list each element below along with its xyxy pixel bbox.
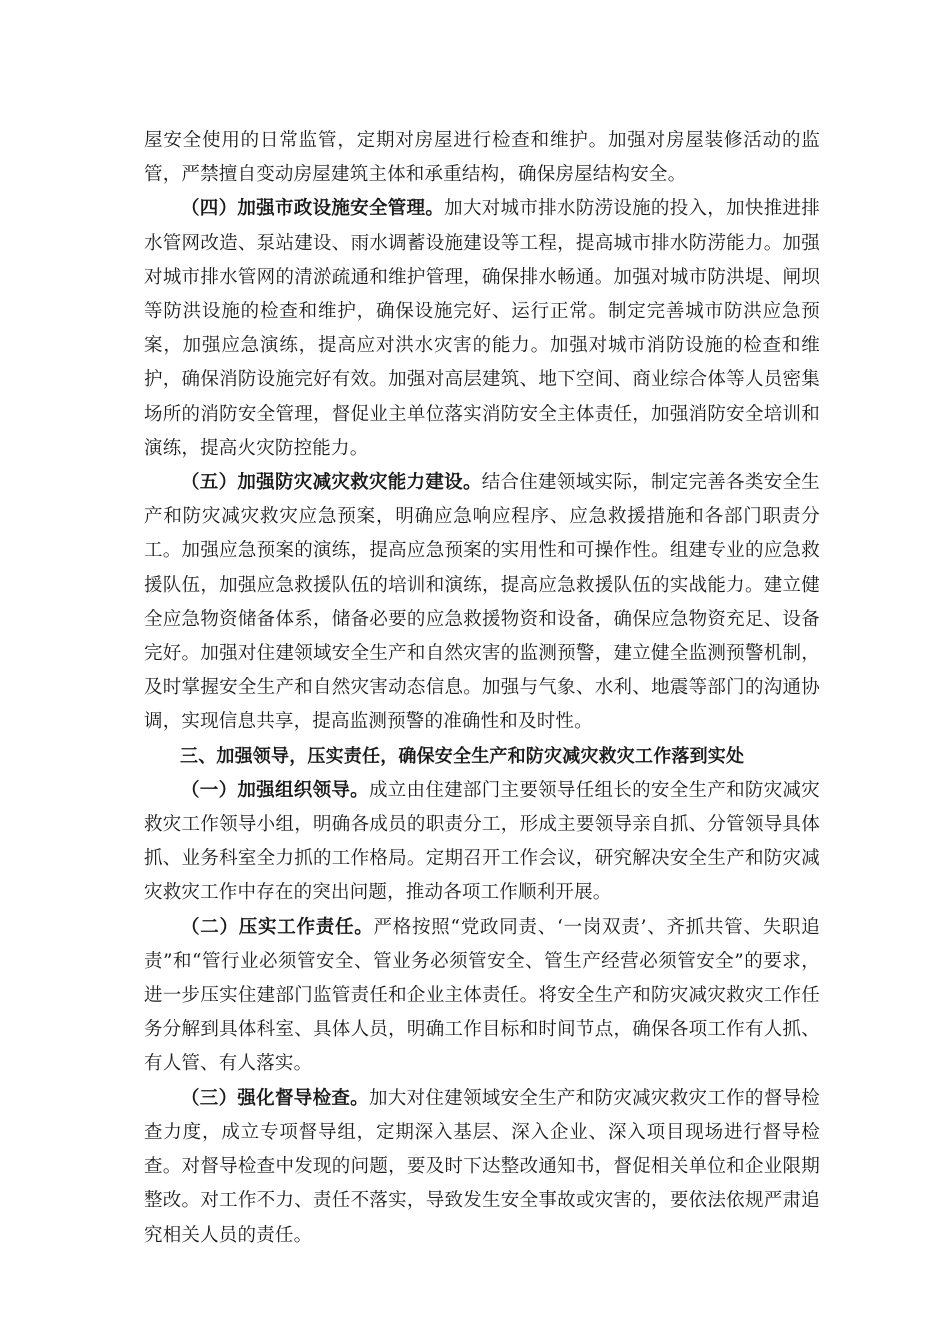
- paragraph-organization-leadership: [144, 774, 820, 911]
- paragraph-text: 加大对住建领域安全生产和防灾减灾救灾工作的督导检查力度，成立专项督导组，定期深入基层、深入企业、深入项目现场进行督导检查。对督导检查中发现的问题，要及时下达整改通知书，督促相关单位和企业限期整改。对工作不力、责任不落实，导致发生安全事故或灾害的，要依法依规严肃追究相关人员的责任。: [144, 1087, 820, 1246]
- paragraph-text: 严格按照“党政同责、‘一岗双责’、齐抓共管、失职追责”和“管行业必须管安全、管业务必须管安全、管生产经营必须管安全”的要求，进一步压实住建部门监管责任和企业主体责任。将安全生产和防灾减灾救灾工作任务分解到具体科室、具体人员，明确工作目标和时间节点，确保各项工作有人抓、有人管、有人落实。: [144, 916, 820, 1075]
- paragraph-text: 加大对城市排水防涝设施的投入，加快推进排水管网改造、泵站建设、雨水调蓄设施建设等工程，提高城市排水防涝能力。加强对城市排水管网的清淤疏通和维护管理，确保排水畅通。加强对城市防洪堤、闸坝等防洪设施的检查和维护，确保设施完好、运行正常。制定完善城市防洪应急预案，加强应急演练，提高应对洪水灾害的能力。加强对城市消防设施的检查和维护，确保消防设施完好有效。加强对高层建筑、地下空间、商业综合体等人员密集场所的消防安全管理，督促业主单位落实消防安全主体责任，加强消防安全培训和演练，提高火灾防控能力。: [144, 198, 820, 459]
- paragraph-text: 屋安全使用的日常监管，定期对房屋进行检查和维护。加强对房屋装修活动的监管，严禁擅自变动房屋建筑主体和承重结构，确保房屋结构安全。: [144, 130, 820, 186]
- paragraph-continuation: [144, 124, 820, 192]
- paragraph-lead: （二）压实工作责任。: [181, 916, 374, 938]
- document-page: [144, 124, 820, 1253]
- paragraph-work-responsibility: [144, 911, 820, 1082]
- paragraph-lead: （四）加强市政设施安全管理。: [181, 198, 445, 220]
- paragraph-lead: （一）加强组织领导。: [181, 779, 369, 801]
- paragraph-supervision-inspection: [144, 1082, 820, 1253]
- paragraph-text: 结合住建领域实际，制定完善各类安全生产和防灾减灾救灾应急预案，明确应急响应程序、应急救援措施和各部门职责分工。加强应急预案的演练，提高应急预案的实用性和可操作性。组建专业的应急救援队伍，加强应急救援队伍的培训和演练，提高应急救援队伍的实战能力。建立健全应急物资储备体系，储备必要的应急救援物资和设备，确保应急物资充足、设备完好。加强对住建领域安全生产和自然灾害的监测预警，建立健全监测预警机制，及时掌握安全生产和自然灾害动态信息。加强与气象、水利、地震等部门的沟通协调，实现信息共享，提高监测预警的准确性和及时性。: [144, 472, 820, 733]
- paragraph-lead: （五）加强防灾减灾救灾能力建设。: [181, 472, 482, 494]
- section-heading: 三、加强领导，压实责任，确保安全生产和防灾减灾救灾工作落到实处: [180, 745, 745, 767]
- paragraph-disaster-capacity: [144, 466, 820, 740]
- paragraph-municipal-facilities: [144, 192, 820, 466]
- paragraph-text: 成立由住建部门主要领导任组长的安全生产和防灾减灾救灾工作领导小组，明确各成员的职责分工，形成主要领导亲自抓、分管领导具体抓、业务科室全力抓的工作格局。定期召开工作会议，研究解决安全生产和防灾减灾救灾工作中存在的突出问题，推动各项工作顺利开展。: [144, 779, 820, 904]
- paragraph-lead: （三）强化督导检查。: [181, 1087, 369, 1109]
